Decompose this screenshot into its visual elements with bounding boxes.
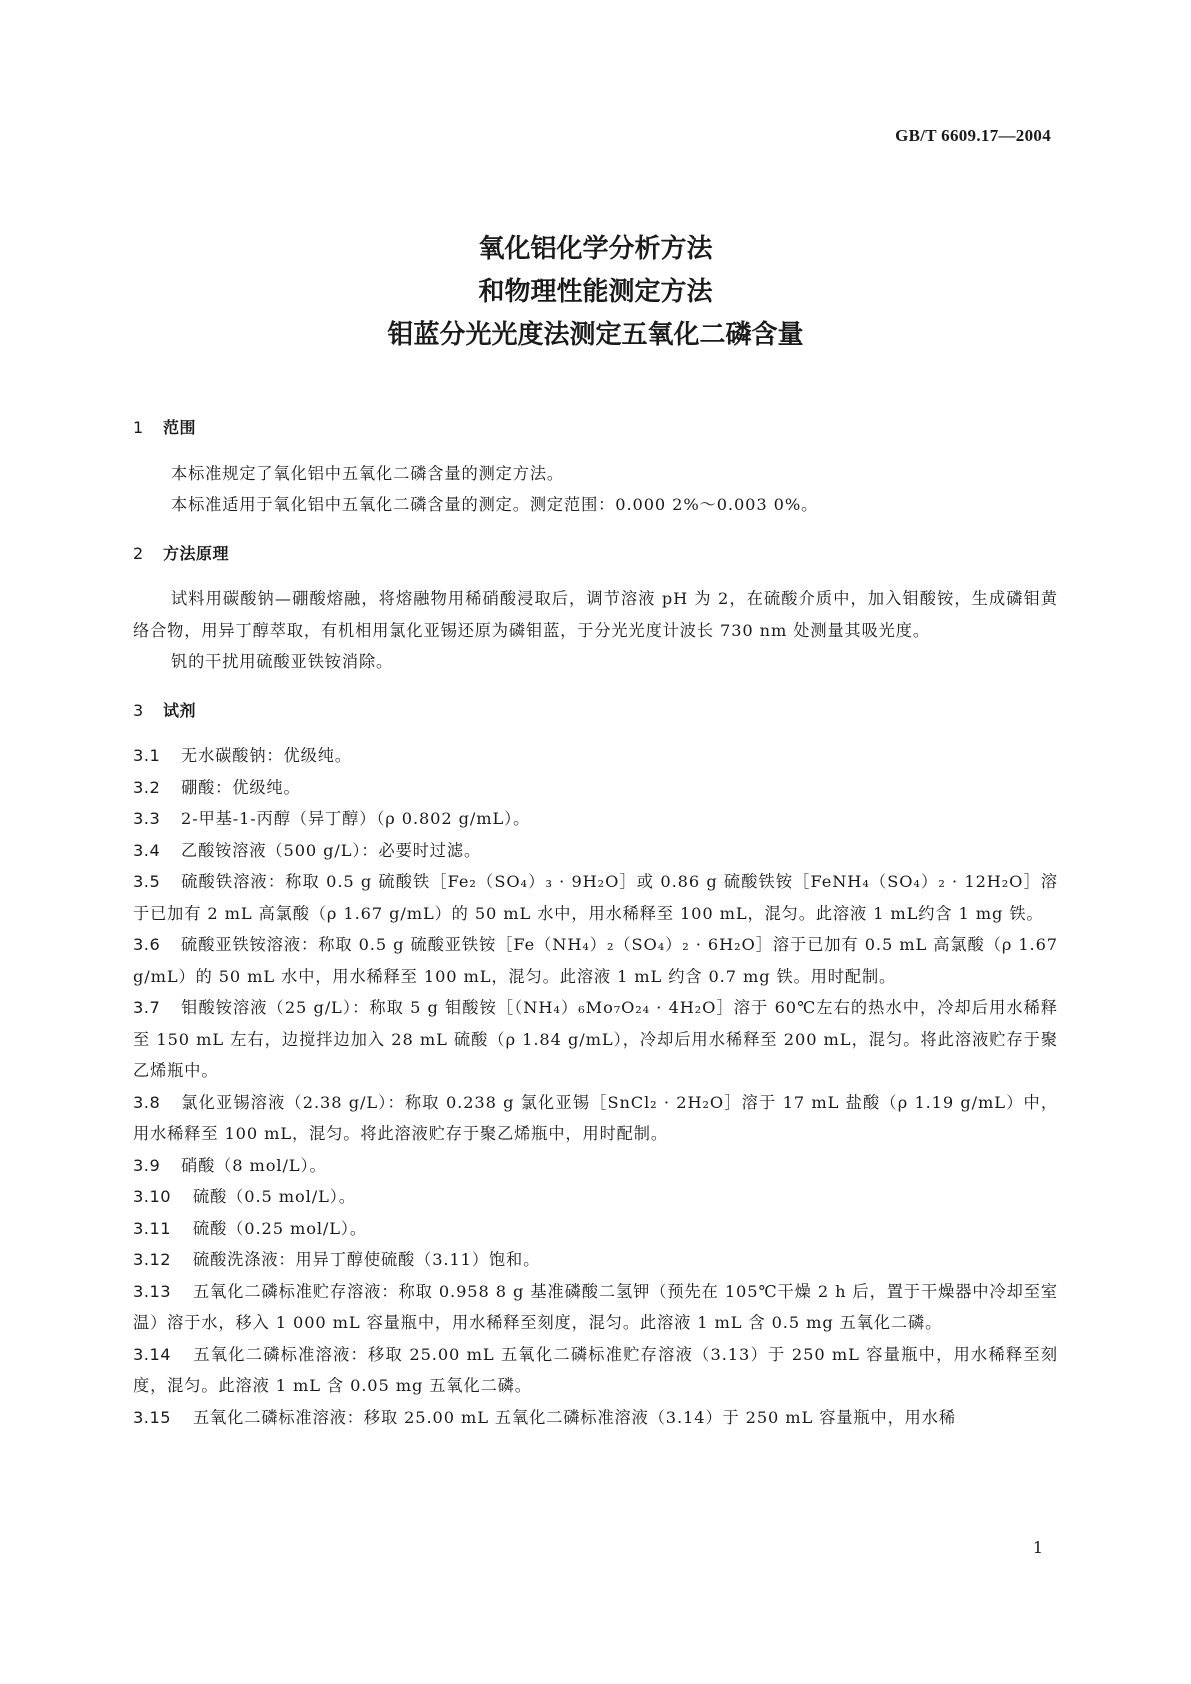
section-heading-reagents xyxy=(133,695,1058,727)
section-heading-scope xyxy=(133,412,1058,444)
item-number: 3.4 xyxy=(133,840,161,860)
section-title: 范围 xyxy=(163,418,197,437)
reagent-item xyxy=(133,992,1058,1087)
item-text: 硫酸（0.25 mol/L）。 xyxy=(193,1218,368,1238)
reagent-item xyxy=(133,1087,1058,1150)
item-text: 五氧化二磷标准贮存溶液：称取 0.958 8 g 基准磷酸二氢钾（预先在 105℃干燥 2 h 后，置于干燥器中冷却至室温）溶于水，移入 1 000 mL 容量瓶中，用水稀释至刻度，混匀。此溶液 1 mL 含 0.5 mg 五氧化二磷。 xyxy=(133,1281,1058,1332)
item-number: 3.2 xyxy=(133,777,161,797)
item-number: 3.14 xyxy=(133,1344,172,1364)
item-text: 2-甲基-1-丙醇（异丁醇）（ρ 0.802 g/mL）。 xyxy=(181,809,531,828)
item-text: 钼酸铵溶液（25 g/L）：称取 5 g 钼酸铵［（NH₄）₆Mo₇O₂₄ · 4H₂O］溶于 60℃左右的热水中，冷却后用水稀释至 150 mL 左右，边搅拌边加入 28 mL 硫酸（ρ 1.84 g/mL），冷却后用水稀释至 200 mL，混匀。将此溶液贮存于聚乙烯瓶中。 xyxy=(133,998,1058,1080)
standard-code: GB/T 6609.17—2004 xyxy=(895,126,1051,145)
paragraph: 试料用碳酸钠—硼酸熔融，将熔融物用稀硝酸浸取后，调节溶液 pH 为 2，在硫酸介质中，加入钼酸铵，生成磷钼黄络合物，用异丁醇萃取，有机相用氯化亚锡还原为磷钼蓝，于分光光度计波长 730 nm 处测量其吸光度。 xyxy=(133,589,1058,640)
item-number: 3.9 xyxy=(133,1155,161,1175)
item-text: 硫酸亚铁铵溶液：称取 0.5 g 硫酸亚铁铵［Fe（NH₄）₂（SO₄）₂ · 6H₂O］溶于已加有 0.5 mL 高氯酸（ρ 1.67 g/mL）的 50 mL 水中，用水稀释至 100 mL，混匀。此溶液 1 mL 约含 0.7 mg 铁。用时配制。 xyxy=(133,935,1058,986)
section-title: 方法原理 xyxy=(163,543,230,563)
item-number: 3.10 xyxy=(133,1187,172,1206)
item-text: 五氧化二磷标准溶液：移取 25.00 mL 五氧化二磷标准溶液（3.14）于 250 mL 容量瓶中，用水稀 xyxy=(193,1407,956,1427)
item-text: 硫酸铁溶液：称取 0.5 g 硫酸铁［Fe₂（SO₄）₃ · 9H₂O］或 0.86 g 硫酸铁铵［FeNH₄（SO₄）₂ · 12H₂O］溶于已加有 2 mL 高氯酸（ρ 1.67 g/mL）的 50 mL 水中，用水稀释至 100 mL，混匀。此溶液 1 mL约含 1 mg 铁。 xyxy=(133,872,1058,923)
item-number: 3.1 xyxy=(133,746,161,765)
item-text: 硼酸：优级纯。 xyxy=(181,777,301,797)
paragraph: 本标准适用于氧化铝中五氧化二磷含量的测定。测定范围：0.000 2%～0.003 0%。 xyxy=(171,495,819,514)
title-line-1: 氧化铝化学分析方法 xyxy=(478,234,713,264)
item-number: 3.13 xyxy=(133,1281,172,1301)
reagent-item xyxy=(133,929,1058,992)
item-number: 3.8 xyxy=(133,1092,161,1112)
title-line-2: 和物理性能测定方法 xyxy=(478,277,713,307)
item-number: 3.11 xyxy=(133,1218,172,1238)
item-text: 五氧化二磷标准溶液：移取 25.00 mL 五氧化二磷标准贮存溶液（3.13）于 250 mL 容量瓶中，用水稀释至刻度，混匀。此溶液 1 mL 含 0.05 mg 五氧化二磷。 xyxy=(133,1344,1058,1395)
reagent-item xyxy=(133,866,1058,929)
reagent-item xyxy=(133,1339,1058,1402)
item-number: 3.15 xyxy=(133,1407,172,1427)
reagent-item xyxy=(133,1276,1058,1339)
reagent-item xyxy=(133,1150,1058,1182)
item-text: 硫酸（0.5 mol/L）。 xyxy=(193,1187,356,1206)
item-number: 3.6 xyxy=(133,935,161,954)
reagent-item xyxy=(133,740,1058,772)
document-title xyxy=(0,228,1191,357)
section-title: 试剂 xyxy=(163,700,197,720)
document-body xyxy=(133,412,1058,1433)
paragraph: 本标准规定了氧化铝中五氧化二磷含量的测定方法。 xyxy=(171,463,565,483)
item-number: 3.3 xyxy=(133,809,161,828)
item-number: 3.5 xyxy=(133,872,161,891)
item-number: 3.12 xyxy=(133,1250,172,1269)
item-text: 无水碳酸钠：优级纯。 xyxy=(181,746,352,765)
reagent-item xyxy=(133,1244,1058,1276)
title-line-3: 钼蓝分光光度法测定五氧化二磷含量 xyxy=(387,320,804,350)
item-text: 硫酸洗涤液：用异丁醇使硫酸（3.11）饱和。 xyxy=(193,1250,541,1269)
reagent-item xyxy=(133,1213,1058,1245)
item-text: 硝酸（8 mol/L）。 xyxy=(181,1155,327,1175)
reagent-item xyxy=(133,1181,1058,1213)
page-number: 1 xyxy=(1032,1538,1043,1557)
item-number: 3.7 xyxy=(133,998,161,1017)
reagent-item xyxy=(133,772,1058,804)
reagent-item xyxy=(133,835,1058,867)
item-text: 乙酸铵溶液（500 g/L）：必要时过滤。 xyxy=(181,840,482,860)
section-number: 1 xyxy=(133,418,144,437)
section-number: 2 xyxy=(133,543,144,563)
paragraph: 钒的干扰用硫酸亚铁铵消除。 xyxy=(171,652,394,671)
reagent-item xyxy=(133,803,1058,835)
section-heading-principle xyxy=(133,538,1058,570)
section-number: 3 xyxy=(133,700,144,720)
reagent-item xyxy=(133,1402,1058,1434)
item-text: 氯化亚锡溶液（2.38 g/L）：称取 0.238 g 氯化亚锡［SnCl₂ · 2H₂O］溶于 17 mL 盐酸（ρ 1.19 g/mL）中，用水稀释至 100 mL，混匀。将此溶液贮存于聚乙烯瓶中，用时配制。 xyxy=(133,1092,1058,1143)
